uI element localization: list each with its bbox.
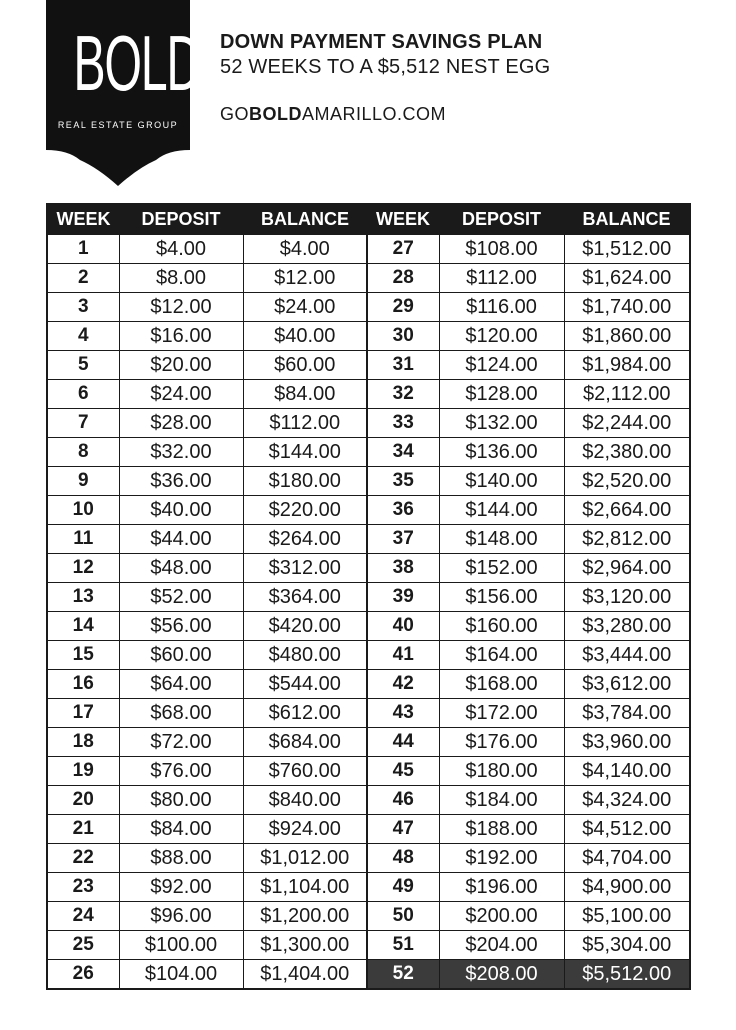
week-cell: 10 xyxy=(47,496,119,525)
week-cell: 6 xyxy=(47,380,119,409)
deposit-cell: $188.00 xyxy=(439,815,564,844)
deposit-cell: $160.00 xyxy=(439,612,564,641)
table-row xyxy=(47,351,690,380)
deposit-cell: $140.00 xyxy=(439,467,564,496)
week-cell: 49 xyxy=(367,873,439,902)
week-cell: 35 xyxy=(367,467,439,496)
deposit-cell: $92.00 xyxy=(119,873,243,902)
week-cell: 48 xyxy=(367,844,439,873)
week-cell: 46 xyxy=(367,786,439,815)
table-row xyxy=(47,496,690,525)
table-row xyxy=(47,235,690,264)
balance-cell: $3,784.00 xyxy=(564,699,690,728)
week-cell: 22 xyxy=(47,844,119,873)
deposit-cell: $196.00 xyxy=(439,873,564,902)
balance-cell: $3,444.00 xyxy=(564,641,690,670)
week-cell: 19 xyxy=(47,757,119,786)
week-cell: 32 xyxy=(367,380,439,409)
week-cell: 12 xyxy=(47,554,119,583)
week-cell: 23 xyxy=(47,873,119,902)
deposit-cell: $84.00 xyxy=(119,815,243,844)
table-row xyxy=(47,931,690,960)
logo-wordmark: BOLD xyxy=(73,19,201,107)
balance-cell: $1,012.00 xyxy=(243,844,367,873)
table-row xyxy=(47,438,690,467)
week-cell: 42 xyxy=(367,670,439,699)
table-row xyxy=(47,322,690,351)
table-row xyxy=(47,264,690,293)
deposit-cell: $24.00 xyxy=(119,380,243,409)
balance-cell: $3,612.00 xyxy=(564,670,690,699)
balance-cell: $2,520.00 xyxy=(564,467,690,496)
deposit-cell: $180.00 xyxy=(439,757,564,786)
balance-cell: $760.00 xyxy=(243,757,367,786)
deposit-cell: $4.00 xyxy=(119,235,243,264)
balance-cell: $1,104.00 xyxy=(243,873,367,902)
deposit-cell: $68.00 xyxy=(119,699,243,728)
week-cell: 2 xyxy=(47,264,119,293)
balance-cell: $2,812.00 xyxy=(564,525,690,554)
deposit-cell: $136.00 xyxy=(439,438,564,467)
column-header-week: WEEK xyxy=(367,204,439,235)
balance-cell: $4,900.00 xyxy=(564,873,690,902)
balance-cell: $180.00 xyxy=(243,467,367,496)
deposit-cell: $124.00 xyxy=(439,351,564,380)
week-cell: 52 xyxy=(367,960,439,990)
balance-cell: $3,280.00 xyxy=(564,612,690,641)
balance-cell: $12.00 xyxy=(243,264,367,293)
balance-cell: $4,324.00 xyxy=(564,786,690,815)
deposit-cell: $112.00 xyxy=(439,264,564,293)
balance-cell: $2,380.00 xyxy=(564,438,690,467)
week-cell: 25 xyxy=(47,931,119,960)
balance-cell: $144.00 xyxy=(243,438,367,467)
deposit-cell: $32.00 xyxy=(119,438,243,467)
week-cell: 30 xyxy=(367,322,439,351)
week-cell: 8 xyxy=(47,438,119,467)
deposit-cell: $120.00 xyxy=(439,322,564,351)
week-cell: 40 xyxy=(367,612,439,641)
balance-cell: $684.00 xyxy=(243,728,367,757)
deposit-cell: $16.00 xyxy=(119,322,243,351)
balance-cell: $1,404.00 xyxy=(243,960,367,990)
deposit-cell: $116.00 xyxy=(439,293,564,322)
deposit-cell: $76.00 xyxy=(119,757,243,786)
page-subtitle: 52 WEEKS TO A $5,512 NEST EGG xyxy=(220,56,551,78)
table-row xyxy=(47,467,690,496)
balance-cell: $4.00 xyxy=(243,235,367,264)
balance-cell: $4,140.00 xyxy=(564,757,690,786)
deposit-cell: $192.00 xyxy=(439,844,564,873)
deposit-cell: $152.00 xyxy=(439,554,564,583)
deposit-cell: $100.00 xyxy=(119,931,243,960)
balance-cell: $5,304.00 xyxy=(564,931,690,960)
balance-cell: $220.00 xyxy=(243,496,367,525)
balance-cell: $3,960.00 xyxy=(564,728,690,757)
balance-cell: $544.00 xyxy=(243,670,367,699)
week-cell: 29 xyxy=(367,293,439,322)
deposit-cell: $72.00 xyxy=(119,728,243,757)
table-row xyxy=(47,786,690,815)
week-cell: 16 xyxy=(47,670,119,699)
deposit-cell: $36.00 xyxy=(119,467,243,496)
savings-table xyxy=(46,203,691,990)
table-row xyxy=(47,873,690,902)
deposit-cell: $172.00 xyxy=(439,699,564,728)
balance-cell: $1,984.00 xyxy=(564,351,690,380)
table-row xyxy=(47,293,690,322)
deposit-cell: $164.00 xyxy=(439,641,564,670)
balance-cell: $480.00 xyxy=(243,641,367,670)
deposit-cell: $28.00 xyxy=(119,409,243,438)
table-row xyxy=(47,641,690,670)
balance-cell: $24.00 xyxy=(243,293,367,322)
website-link[interactable] xyxy=(220,104,550,125)
balance-cell: $1,860.00 xyxy=(564,322,690,351)
table-row xyxy=(47,960,690,990)
website-suffix: AMARILLO.COM xyxy=(302,104,447,124)
week-cell: 9 xyxy=(47,467,119,496)
week-cell: 39 xyxy=(367,583,439,612)
week-cell: 43 xyxy=(367,699,439,728)
balance-cell: $84.00 xyxy=(243,380,367,409)
week-cell: 36 xyxy=(367,496,439,525)
deposit-cell: $148.00 xyxy=(439,525,564,554)
balance-cell: $312.00 xyxy=(243,554,367,583)
balance-cell: $3,120.00 xyxy=(564,583,690,612)
table-row xyxy=(47,670,690,699)
week-cell: 4 xyxy=(47,322,119,351)
column-header-balance: BALANCE xyxy=(243,204,367,235)
week-cell: 47 xyxy=(367,815,439,844)
table-row xyxy=(47,815,690,844)
balance-cell: $2,112.00 xyxy=(564,380,690,409)
deposit-cell: $88.00 xyxy=(119,844,243,873)
table-row xyxy=(47,699,690,728)
deposit-cell: $40.00 xyxy=(119,496,243,525)
brand-logo xyxy=(46,0,201,186)
column-header-balance: BALANCE xyxy=(564,204,690,235)
week-cell: 15 xyxy=(47,641,119,670)
week-cell: 27 xyxy=(367,235,439,264)
deposit-cell: $56.00 xyxy=(119,612,243,641)
week-cell: 51 xyxy=(367,931,439,960)
week-cell: 44 xyxy=(367,728,439,757)
balance-cell: $2,244.00 xyxy=(564,409,690,438)
balance-cell: $924.00 xyxy=(243,815,367,844)
week-cell: 20 xyxy=(47,786,119,815)
week-cell: 26 xyxy=(47,960,119,990)
website-prefix: GO xyxy=(220,104,250,124)
balance-cell: $1,200.00 xyxy=(243,902,367,931)
deposit-cell: $64.00 xyxy=(119,670,243,699)
week-cell: 37 xyxy=(367,525,439,554)
week-cell: 21 xyxy=(47,815,119,844)
deposit-cell: $144.00 xyxy=(439,496,564,525)
week-cell: 45 xyxy=(367,757,439,786)
deposit-cell: $204.00 xyxy=(439,931,564,960)
deposit-cell: $108.00 xyxy=(439,235,564,264)
week-cell: 33 xyxy=(367,409,439,438)
balance-cell: $112.00 xyxy=(243,409,367,438)
week-cell: 31 xyxy=(367,351,439,380)
website-bold: BOLD xyxy=(249,104,303,124)
table-row xyxy=(47,728,690,757)
balance-cell: $4,704.00 xyxy=(564,844,690,873)
balance-cell: $4,512.00 xyxy=(564,815,690,844)
table-row xyxy=(47,902,690,931)
week-cell: 24 xyxy=(47,902,119,931)
balance-cell: $840.00 xyxy=(243,786,367,815)
column-header-deposit: DEPOSIT xyxy=(119,204,243,235)
logo-tagline: REAL ESTATE GROUP xyxy=(57,120,179,130)
deposit-cell: $80.00 xyxy=(119,786,243,815)
balance-cell: $1,512.00 xyxy=(564,235,690,264)
deposit-cell: $60.00 xyxy=(119,641,243,670)
balance-cell: $1,300.00 xyxy=(243,931,367,960)
week-cell: 18 xyxy=(47,728,119,757)
balance-cell: $264.00 xyxy=(243,525,367,554)
deposit-cell: $12.00 xyxy=(119,293,243,322)
balance-cell: $5,512.00 xyxy=(564,960,690,990)
table-body xyxy=(47,235,690,990)
balance-cell: $2,964.00 xyxy=(564,554,690,583)
deposit-cell: $168.00 xyxy=(439,670,564,699)
balance-cell: $612.00 xyxy=(243,699,367,728)
column-header-week: WEEK xyxy=(47,204,119,235)
balance-cell: $1,624.00 xyxy=(564,264,690,293)
week-cell: 1 xyxy=(47,235,119,264)
balance-cell: $40.00 xyxy=(243,322,367,351)
week-cell: 34 xyxy=(367,438,439,467)
week-cell: 13 xyxy=(47,583,119,612)
deposit-cell: $52.00 xyxy=(119,583,243,612)
balance-cell: $364.00 xyxy=(243,583,367,612)
deposit-cell: $128.00 xyxy=(439,380,564,409)
balance-cell: $60.00 xyxy=(243,351,367,380)
deposit-cell: $200.00 xyxy=(439,902,564,931)
table-row xyxy=(47,844,690,873)
table-header-row xyxy=(47,204,690,235)
week-cell: 5 xyxy=(47,351,119,380)
week-cell: 41 xyxy=(367,641,439,670)
week-cell: 38 xyxy=(367,554,439,583)
deposit-cell: $176.00 xyxy=(439,728,564,757)
deposit-cell: $8.00 xyxy=(119,264,243,293)
deposit-cell: $20.00 xyxy=(119,351,243,380)
table-row xyxy=(47,380,690,409)
week-cell: 11 xyxy=(47,525,119,554)
deposit-cell: $132.00 xyxy=(439,409,564,438)
deposit-cell: $156.00 xyxy=(439,583,564,612)
balance-cell: $420.00 xyxy=(243,612,367,641)
deposit-cell: $48.00 xyxy=(119,554,243,583)
balance-cell: $1,740.00 xyxy=(564,293,690,322)
week-cell: 7 xyxy=(47,409,119,438)
week-cell: 50 xyxy=(367,902,439,931)
week-cell: 3 xyxy=(47,293,119,322)
table-row xyxy=(47,554,690,583)
page-title: DOWN PAYMENT SAVINGS PLAN xyxy=(220,31,543,53)
table-row xyxy=(47,757,690,786)
column-header-deposit: DEPOSIT xyxy=(439,204,564,235)
week-cell: 28 xyxy=(367,264,439,293)
week-cell: 17 xyxy=(47,699,119,728)
table-row xyxy=(47,583,690,612)
header xyxy=(220,30,550,125)
table-row xyxy=(47,409,690,438)
week-cell: 14 xyxy=(47,612,119,641)
deposit-cell: $44.00 xyxy=(119,525,243,554)
balance-cell: $2,664.00 xyxy=(564,496,690,525)
table-row xyxy=(47,525,690,554)
deposit-cell: $208.00 xyxy=(439,960,564,990)
table-row xyxy=(47,612,690,641)
deposit-cell: $96.00 xyxy=(119,902,243,931)
deposit-cell: $104.00 xyxy=(119,960,243,990)
balance-cell: $5,100.00 xyxy=(564,902,690,931)
deposit-cell: $184.00 xyxy=(439,786,564,815)
